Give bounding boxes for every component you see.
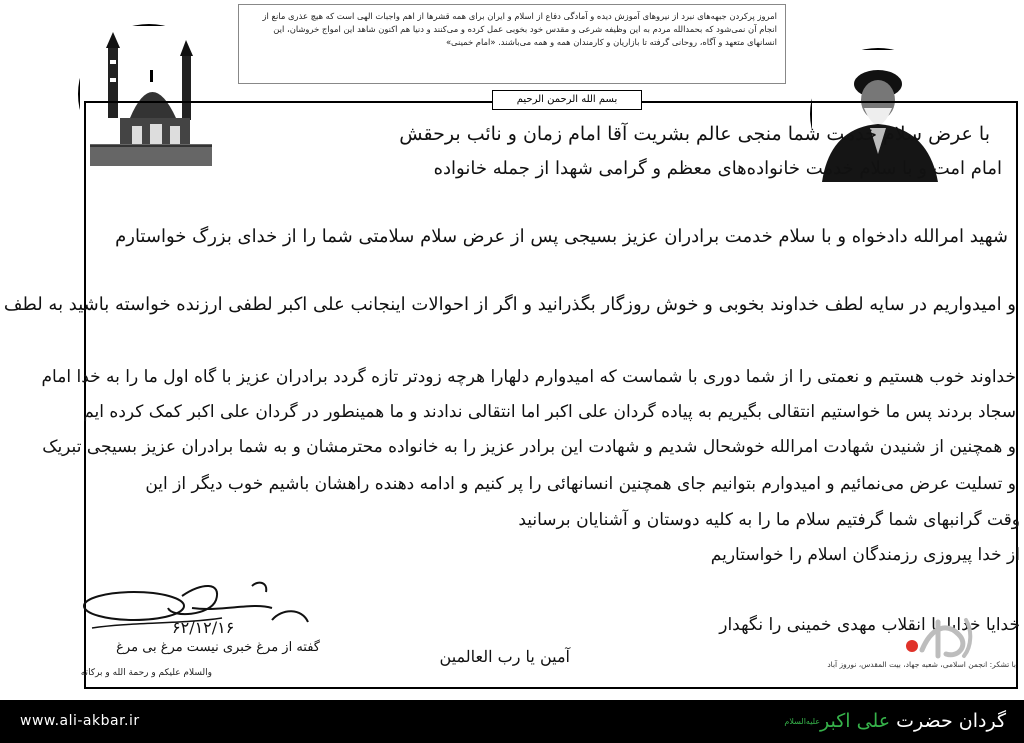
- letter-line-4: و امیدواریم در سایه لطف خداوند بخوبی و خوش روزگار بگذرانید و اگر از احوالات اینجانب علی اکبر لطفی ارزنده خواسته باشید به لطف: [3, 294, 1016, 315]
- signature-quote: گفته از مرغ خبری نیست مرغ بی مرغ: [116, 640, 320, 655]
- letter-line-5: خداوند خوب هستیم و نعمتی را از شما دوری با شماست که امیدوارم دلهارا هرچه زودتر تازه گردد برادران عزیز با گاه اول ما را به خدا امام: [41, 367, 1016, 387]
- bismillah-header: بسم الله الرحمن الرحیم: [492, 90, 642, 110]
- brand-accent: علی اکبر: [820, 710, 891, 732]
- stamp-caption: با تشکر: انجمن اسلامی، شعبه جهاد، بیت المقدس، نوروز آباد: [827, 660, 1016, 669]
- brand-honorific: علیه‌السلام: [784, 717, 821, 726]
- closing-greeting: والسلام علیکم و رحمة الله و برکاته: [80, 668, 212, 678]
- letter-line-10: از خدا پیروزی رزمندگان اسلام را خواستاریم: [710, 545, 1020, 565]
- site-footer: [0, 700, 1024, 743]
- handwritten-signature: [72, 578, 344, 648]
- top-notice-text: امروز پرکردن جبهه‌های نبرد از نیروهای آموزش دیده و آمادگی دفاع از اسلام و ایران برای همه قشرها از اهم واجبات الهی است که هیچ عذری مانع از انجام آن نمی‌شود که بحمدالله مردم به این وظیفه شرعی و مقدس خود بخوبی عمل کرده و می‌کنند و دنیا هم اکنون شاهد این امواج خروشان، این انسانهای متعهد و آگاه، روحانی گرفته تا بازاریان و کارمندان همه و همه می‌باشند. «امام خمینی»: [238, 4, 786, 84]
- letter-line-12: آمین یا رب العالمین: [439, 647, 570, 666]
- site-url-link[interactable]: www.ali-akbar.ir: [20, 713, 140, 729]
- letter-line-7: و همچنین از شنیدن شهادت امرالله خوشحال شدیم و شهادت این برادر عزیز را به خانواده محترمشان و به شما برادران عزیز بسیجی تبریک: [42, 437, 1016, 457]
- letter-line-3: شهید امرالله دادخواه و با سلام خدمت برادران عزیز بسیجی پس از عرض سلام سلامتی شما را از خدای بزرگ خواستارم: [115, 226, 1008, 247]
- letter-line-8: و تسلیت عرض می‌نمائیم و امیدوارم بتوانیم جای همچنین انسانهائی را پر کنیم و ادامه دهنده راهشان باشیم خوب دیگر از این: [145, 474, 1016, 494]
- letter-line-9: وقت گرانبهای شما گرفتیم سلام ما را به کلیه دوستان و آشنایان برسانید: [518, 510, 1020, 530]
- letter-line-1: با عرض سلام خدمت شما منجی عالم بشریت آقا امام زمان و نائب برحقش: [399, 123, 990, 145]
- letter-line-6: سجاد بردند پس ما خواستیم انتقالی بگیریم به پیاده گردان علی اکبر اما انتقالی ندادند و ما همینطور در گردان علی اکبر کمک کرده ایم: [83, 402, 1016, 422]
- site-brand: [784, 700, 1006, 743]
- letter-line-11: خدایا خدایا تا انقلاب مهدی خمینی را نگهدار: [719, 615, 1020, 635]
- signature-date: ۶۲/۱۲/۱۶: [172, 618, 235, 637]
- brand-prefix: گردان حضرت: [896, 710, 1006, 732]
- letter-line-2: امام امت و با سلام خدمت خانواده‌های معظم و گرامی شهدا از جمله خانواده: [433, 158, 1002, 179]
